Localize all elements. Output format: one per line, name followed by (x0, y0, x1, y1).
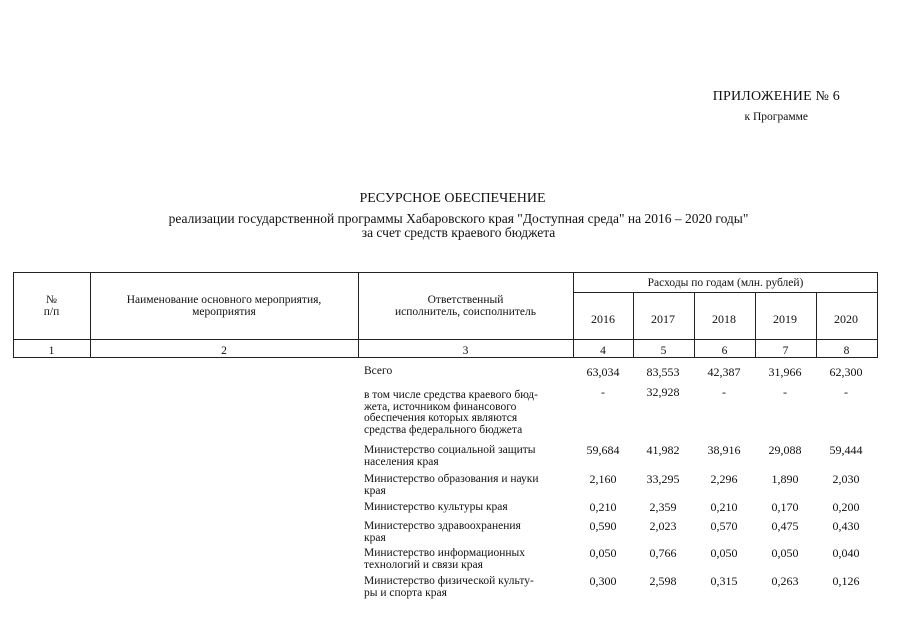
column-number: 2 (221, 345, 227, 357)
row-value: 0,475 (771, 519, 799, 533)
appendix-title: ПРИЛОЖЕНИЕ № 6 (712, 89, 840, 104)
row-value: 29,088 (768, 443, 802, 457)
row-value: 0,200 (832, 500, 860, 514)
document-subtitle-2: за счет средств краевого бюджета (361, 225, 556, 240)
row-value: 0,590 (589, 519, 617, 533)
document-subtitle: реализации государственной программы Хабаровского края "Доступная среда" на 2016 – 2020 годы" (168, 211, 749, 226)
column-number: 5 (660, 345, 667, 357)
column-number: 4 (600, 345, 606, 357)
row-label: Министерство здравоохранения края (364, 520, 521, 544)
header-col-expenses: Расходы по годам (млн. рублей) (647, 277, 804, 289)
row-value: 0,050 (771, 546, 799, 560)
row-value: 0,040 (832, 546, 860, 560)
row-value: 2,030 (832, 472, 860, 486)
row-value: 59,684 (586, 443, 620, 457)
row-label: Всего (364, 365, 393, 377)
row-label: Министерство информационных технологий и связи края (364, 547, 526, 571)
row-value: 59,444 (829, 443, 863, 457)
row-label: Министерство социальной защиты населения края (364, 444, 536, 468)
header-year: 2017 (651, 312, 675, 326)
header-year: 2019 (773, 312, 797, 326)
row-value: 1,890 (771, 472, 799, 486)
column-number: 3 (462, 345, 469, 357)
row-value: - (722, 385, 726, 399)
row-value: 0,315 (710, 574, 738, 588)
document-title: РЕСУРСНОЕ ОБЕСПЕЧЕНИЕ (359, 191, 546, 206)
column-number: 7 (782, 345, 789, 357)
row-value: 33,295 (646, 472, 680, 486)
row-value: 0,210 (589, 500, 617, 514)
header-year: 2016 (591, 312, 615, 326)
row-value: 2,598 (649, 574, 677, 588)
row-value: 41,982 (646, 443, 680, 457)
row-value: 0,766 (649, 546, 677, 560)
row-value: 0,210 (710, 500, 738, 514)
row-value: - (844, 385, 848, 399)
appendix-subtitle: к Программе (744, 111, 808, 123)
row-value: 0,050 (589, 546, 617, 560)
row-value: 42,387 (707, 365, 741, 379)
row-value: 0,170 (771, 500, 799, 514)
row-value: 32,928 (646, 385, 680, 399)
row-value: - (783, 385, 787, 399)
row-value: - (601, 385, 605, 399)
row-value: 83,553 (646, 365, 680, 379)
header-col-number: № п/п (43, 294, 60, 318)
header-col-executor: Ответственный исполнитель, соисполнитель (395, 294, 536, 318)
column-number: 6 (721, 345, 728, 357)
header-year: 2020 (834, 312, 858, 326)
column-number: 1 (48, 345, 55, 357)
row-value: 0,570 (710, 519, 738, 533)
row-value: 38,916 (707, 443, 741, 457)
row-value: 0,300 (589, 574, 617, 588)
row-value: 31,966 (768, 365, 802, 379)
row-label: Министерство физической культу- ры и спорта края (364, 575, 534, 599)
row-label: в том числе средства краевого бюд- жета, источником финансового обеспечения которых являются средства федерального бюджета (364, 389, 538, 436)
row-value: 2,296 (710, 472, 738, 486)
row-value: 2,160 (589, 472, 617, 486)
table-header (13, 272, 878, 358)
row-label: Министерство культуры края (364, 501, 508, 513)
header-year: 2018 (712, 312, 736, 326)
row-value: 62,300 (829, 365, 863, 379)
row-value: 0,430 (832, 519, 860, 533)
row-value: 63,034 (586, 365, 620, 379)
row-label: Министерство образования и науки края (364, 473, 539, 497)
row-value: 0,263 (771, 574, 799, 588)
header-col-name: Наименование основного мероприятия, мероприятия (126, 294, 322, 318)
row-value: 2,359 (649, 500, 677, 514)
column-number: 8 (843, 345, 850, 357)
row-value: 2,023 (649, 519, 677, 533)
row-value: 0,126 (832, 574, 860, 588)
row-value: 0,050 (710, 546, 738, 560)
